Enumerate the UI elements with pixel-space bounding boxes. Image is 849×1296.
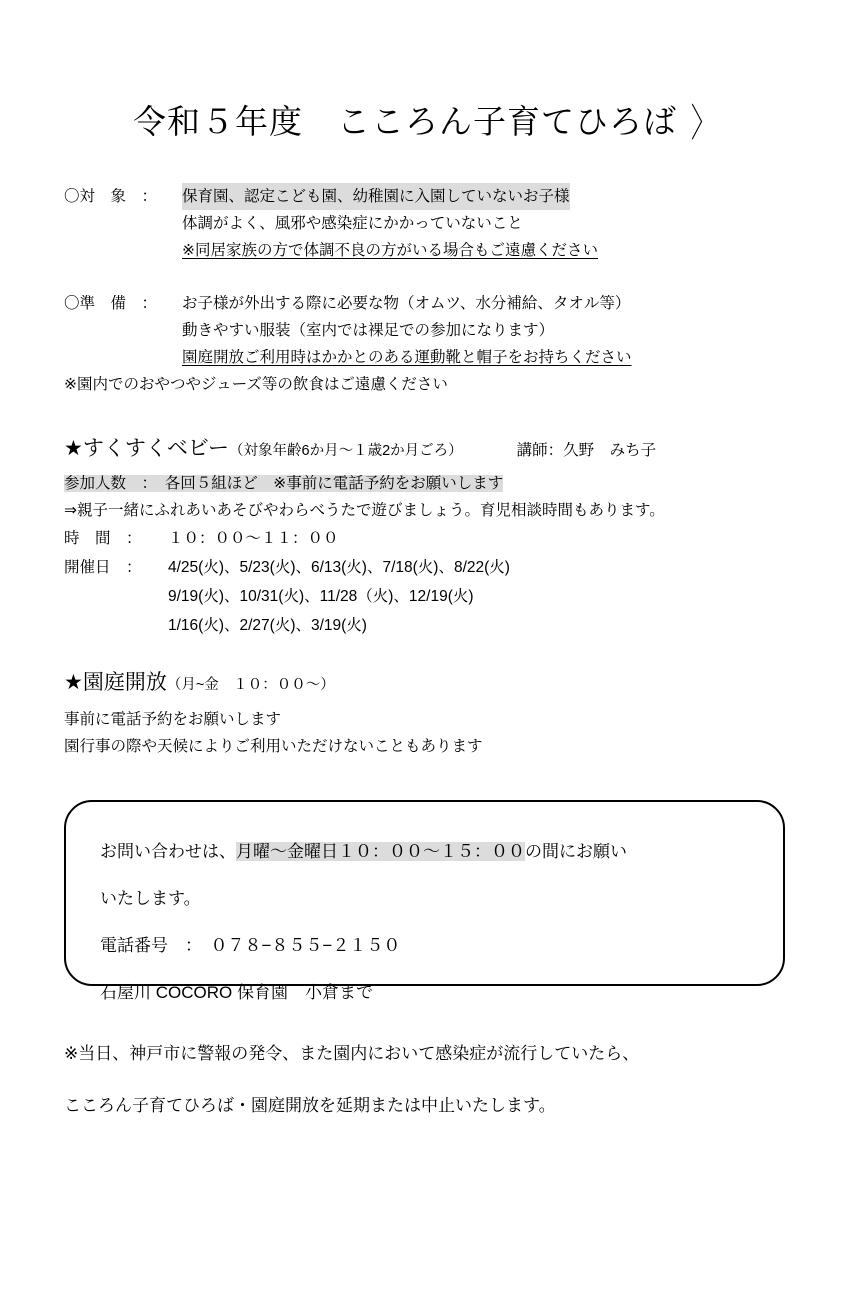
baby-program-title: ★すくすくベビー xyxy=(64,437,229,460)
contact-box xyxy=(64,800,785,1002)
contact-phone-label: 電話番号 ： xyxy=(100,936,211,955)
baby-dates-line-3: 1/16(火)、2/27(火)、3/19(火) xyxy=(168,617,367,634)
prepare-line-3: 園庭開放ご利用時はかかとのある運動靴と帽子をお持ちください xyxy=(182,349,632,366)
contact-hours-line xyxy=(100,828,749,875)
prepare-section xyxy=(64,290,785,398)
prepare-label: 〇準 備 ： xyxy=(64,295,158,312)
target-row xyxy=(64,183,785,210)
document-page xyxy=(0,96,849,1296)
footer-note xyxy=(64,1028,785,1132)
baby-date-row xyxy=(64,582,785,611)
baby-date-label: 開催日 ： xyxy=(64,559,142,576)
contact-phone-line xyxy=(100,922,749,969)
garden-program-heading xyxy=(64,666,785,696)
baby-time-value: １０：００〜１１：００ xyxy=(168,530,339,547)
garden-program-title: ★園庭開放 xyxy=(64,671,167,694)
baby-program-subtitle: （対象年齢6か月〜１歳2か月ごろ） xyxy=(229,443,463,459)
baby-program-teacher: 講師：久野 みち子 xyxy=(516,442,657,459)
baby-time-label: 時 間 ： xyxy=(64,530,142,547)
contact-hours-suffix: の間にお願い xyxy=(525,842,627,861)
garden-line-1: 事前に電話予約をお願いします xyxy=(64,711,282,728)
baby-time-row xyxy=(64,524,785,553)
contact-hours-line-2: いたします。 xyxy=(100,889,201,908)
baby-date-spacer xyxy=(64,582,168,611)
target-label: 〇対 象 ： xyxy=(64,188,158,205)
target-section xyxy=(64,183,785,264)
contact-facility: 石屋川 COCORO 保育園 小倉まで xyxy=(100,983,373,1002)
prepare-row xyxy=(64,290,785,317)
target-line-1: 保育園、認定こども園、幼稚園に入園していないお子様 xyxy=(182,183,570,210)
baby-date-spacer xyxy=(64,611,168,640)
contact-hours-value: 月曜〜金曜日１０：００〜１５：００ xyxy=(236,842,525,861)
page-title-text: 令和５年度 こころん子育てひろば xyxy=(133,103,677,140)
baby-description: ⇒親子一緒にふれあいあそびやわらべうたで遊びましょう。育児相談時間もあります。 xyxy=(64,502,665,519)
contact-hours-prefix: お問い合わせは、 xyxy=(100,842,236,861)
baby-program-heading xyxy=(64,432,785,462)
target-line-2: 体調がよく、風邪や感染症にかかっていないこと xyxy=(182,215,523,232)
prepare-note: ※園内でのおやつやジューズ等の飲食はご遠慮ください xyxy=(64,376,448,393)
footer-line-1: ※当日、神戸市に警報の発令、また園内において感染症が流行していたら、 xyxy=(64,1044,640,1063)
prepare-line-1: お子様が外出する際に必要な物（オムツ、水分補給、タオル等） xyxy=(182,295,631,312)
garden-program-subtitle: （月~金 １０：００〜） xyxy=(166,677,335,693)
garden-line-2: 園行事の際や天候によりご利用いただけないこともあります xyxy=(64,738,483,755)
prepare-line-2: 動きやすい服装（室内では裸足での参加になります） xyxy=(182,322,555,339)
baby-capacity xyxy=(64,470,785,497)
baby-capacity-text: 参加人数 ： 各回５組ほど ※事前に電話予約をお願いします xyxy=(64,475,504,492)
contact-phone-number: ０７８−８５５−２１５０ xyxy=(210,936,401,955)
page-title xyxy=(64,96,785,146)
baby-dates-line-2: 9/19(火)、10/31(火)、11/28（火)、12/19(火) xyxy=(168,588,474,605)
chevron-right-icon: 〉 xyxy=(691,102,716,146)
target-line-3: ※同居家族の方で体調不良の方がいる場合もご遠慮ください xyxy=(182,242,598,259)
baby-date-row xyxy=(64,553,785,582)
baby-date-row xyxy=(64,611,785,640)
footer-line-2: こころん子育てひろば・園庭開放を延期または中止いたします。 xyxy=(64,1096,556,1115)
baby-dates-line-1: 4/25(火)、5/23(火)、6/13(火)、7/18(火)、8/22(火) xyxy=(168,559,510,576)
